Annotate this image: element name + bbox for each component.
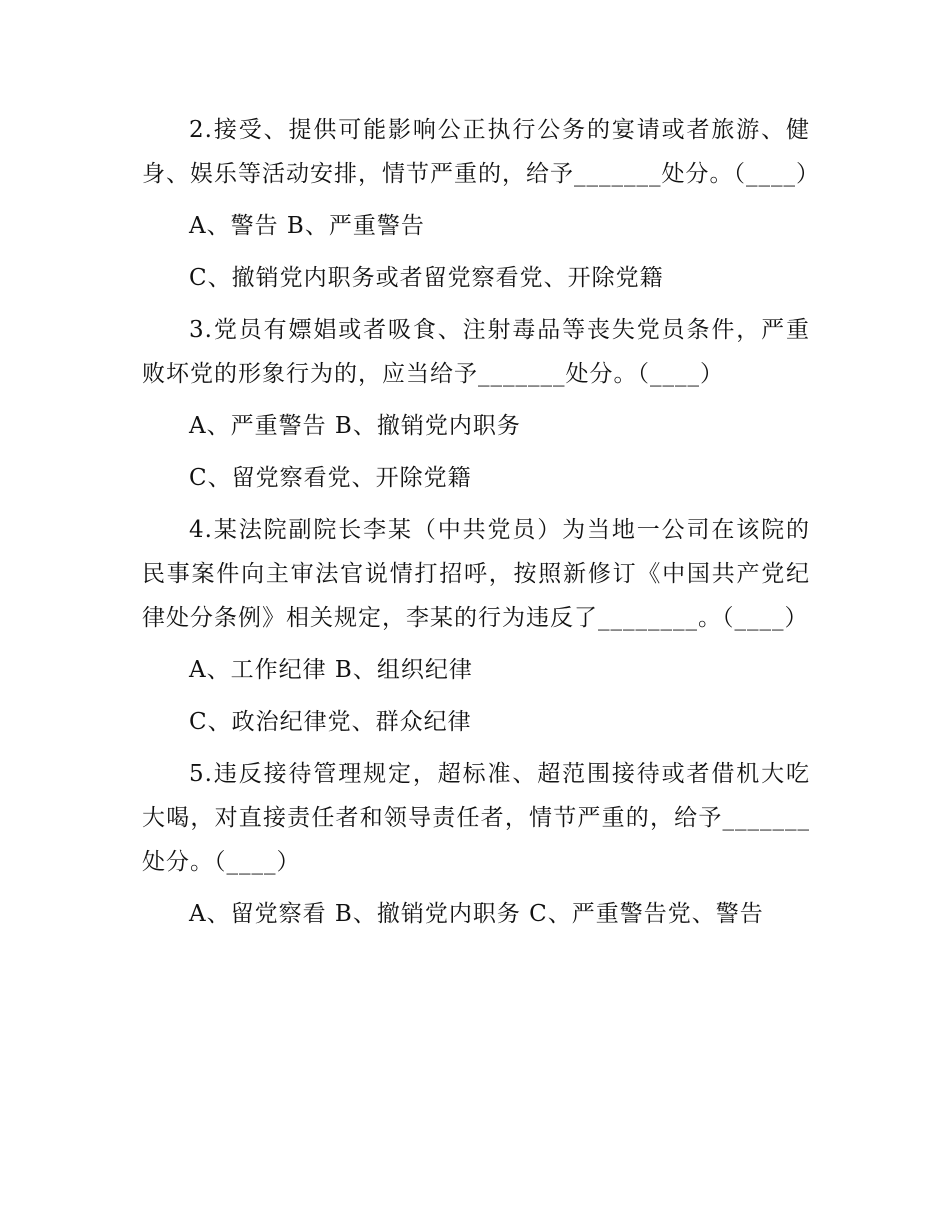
question-2-option-ab: A、警告 B、严重警告 [189, 213, 425, 239]
question-3-stem: 3.党员有嫖娼或者吸食、注射毒品等丧失党员条件，严重败坏党的形象行为的，应当给予_______处分。（____） [142, 317, 810, 387]
question-5-options: A、留党察看 B、撤销党内职务 C、严重警告党、警告 [189, 901, 764, 927]
question-4-option-ab: A、工作纪律 B、组织纪律 [189, 657, 473, 683]
question-2-option-cd: C、撤销党内职务或者留党察看党、开除党籍 [189, 265, 664, 291]
question-4-stem: 4.某法院副院长李某（中共党员）为当地一公司在该院的民事案件向主审法官说情打招呼，按照新修订《中国共产党纪律处分条例》相关规定，李某的行为违反了________。（____） [142, 517, 810, 631]
question-4-option-cd: C、政治纪律党、群众纪律 [189, 709, 472, 735]
question-3-option-ab: A、严重警告 B、撤销党内职务 [189, 413, 521, 439]
document-page [142, 108, 820, 944]
question-5-stem: 5.违反接待管理规定，超标准、超范围接待或者借机大吃大喝，对直接责任者和领导责任者，情节严重的，给予_______处分。（____） [142, 761, 810, 875]
question-3-option-cd: C、留党察看党、开除党籍 [189, 465, 472, 491]
question-2-stem: 2.接受、提供可能影响公正执行公务的宴请或者旅游、健身、娱乐等活动安排，情节严重的，给予_______处分。（____） [142, 117, 820, 187]
